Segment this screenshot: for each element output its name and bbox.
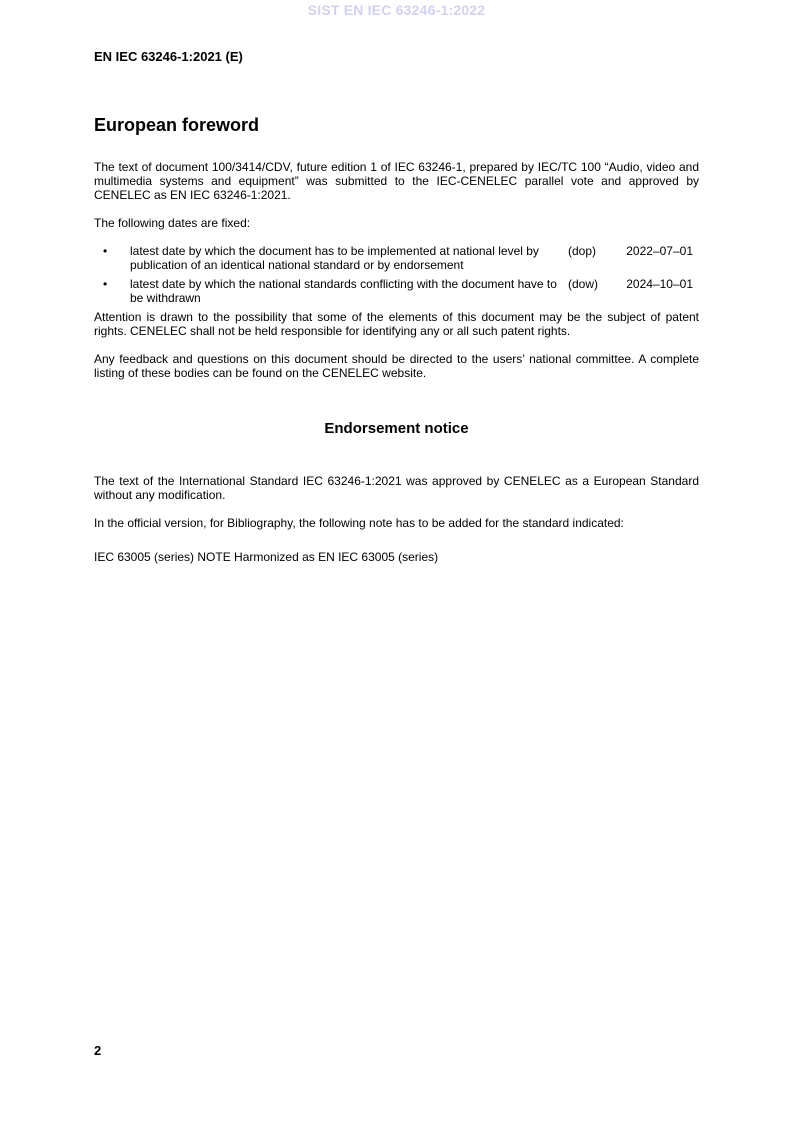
- patent-paragraph: Attention is drawn to the possibility that some of the elements of this document may be the subject of patent rights. CENELEC shall not be held responsible for identifying any or all such patent rights.: [94, 310, 699, 338]
- foreword-title: European foreword: [94, 115, 260, 135]
- date-abbreviation: (dop): [568, 244, 597, 258]
- endorsement-paragraph: The text of the International Standard IEC 63246-1:2021 was approved by CENELEC as a European Standard without any modification.: [94, 474, 699, 502]
- watermark: SIST EN IEC 63246-1:2022: [307, 2, 486, 18]
- date-value: 2024–10–01: [626, 277, 693, 291]
- foreword-paragraph: The text of document 100/3414/CDV, future edition 1 of IEC 63246-1, prepared by IEC/TC 100 “Audio, video and multimedia systems and equipment” was submitted to the IEC-CENELEC parallel vote and approved by CENELEC as EN IEC 63246-1:2021.: [94, 160, 699, 202]
- date-description: latest date by which the document has to be implemented at national level by publication of an identical national standard or by endorsement: [130, 244, 539, 272]
- date-item-dop: [94, 244, 699, 272]
- bullet-icon: •: [103, 277, 108, 291]
- document-id: EN IEC 63246-1:2021 (E): [94, 49, 243, 64]
- date-value: 2022–07–01: [626, 244, 693, 258]
- bibliography-note: IEC 63005 (series) NOTE Harmonized as EN IEC 63005 (series): [94, 550, 439, 564]
- date-description: latest date by which the national standards conflicting with the document have to be withdrawn: [130, 277, 557, 305]
- document-body: [94, 114, 699, 564]
- page-number: 2: [94, 1043, 102, 1058]
- bibliography-paragraph: In the official version, for Bibliography, the following note has to be added for the standard indicated:: [94, 516, 624, 530]
- date-abbreviation: (dow): [568, 277, 599, 291]
- date-item-dow: [94, 277, 699, 305]
- bullet-icon: •: [103, 244, 108, 258]
- feedback-paragraph: Any feedback and questions on this document should be directed to the users’ national committee. A complete listing of these bodies can be found on the CENELEC website.: [94, 352, 699, 380]
- dates-list: [94, 244, 699, 305]
- dates-intro: The following dates are fixed:: [94, 216, 251, 230]
- endorsement-title: Endorsement notice: [324, 420, 469, 437]
